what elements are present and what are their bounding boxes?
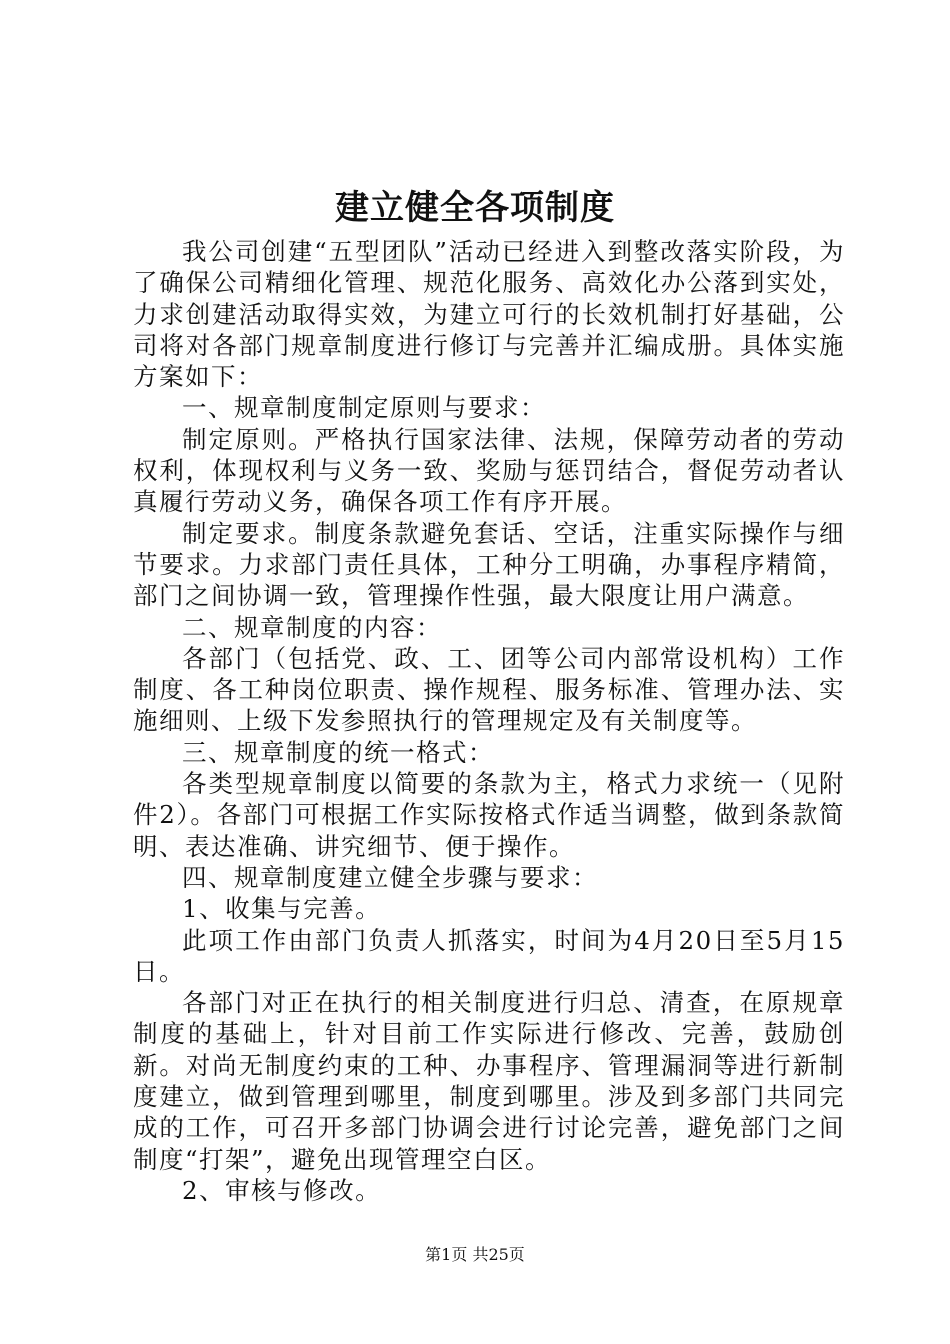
- paragraph-content: 各部门（包括党、政、工、团等公司内部常设机构）工作制度、各工种岗位职责、操作规程、服务标准、管理办法、实施细则、上级下发参照执行的管理规定及有关制度等。: [133, 643, 845, 736]
- heading-step-1: 1、收集与完善。: [182, 894, 382, 924]
- paragraph-requirements: 制定要求。制度条款避免套话、空话，注重实际操作与细节要求。力求部门责任具体，工种分工明确，办事程序精简，部门之间协调一致，管理操作性强，最大限度让用户满意。: [133, 518, 845, 611]
- paragraph-principles: 制定原则。严格执行国家法律、法规，保障劳动者的劳动权利，体现权利与义务一致、奖励与惩罚结合，督促劳动者认真履行劳动义务，确保各项工作有序开展。: [133, 424, 845, 517]
- document-body: [133, 236, 845, 1206]
- heading-step-2: 2、审核与修改。: [182, 1175, 382, 1205]
- heading-section-1: 一、规章制度制定原则与要求：: [182, 393, 546, 423]
- heading-section-4: 四、规章制度建立健全步骤与要求：: [182, 862, 598, 892]
- page-footer: 第1页 共25页: [425, 1245, 525, 1264]
- document-title: 建立健全各项制度: [335, 188, 615, 228]
- paragraph-format: 各类型规章制度以简要的条款为主，格式力求统一（见附件2）。各部门可根据工作实际按格式作适当调整，做到条款简明、表达准确、讲究细节、便于操作。: [133, 769, 845, 861]
- paragraph-intro: 我公司创建“五型团队”活动已经进入到整改落实阶段，为了确保公司精细化管理、规范化服务、高效化办公落到实处，力求创建活动取得实效，为建立可行的长效机制打好基础，公司将对各部门规章制度进行修订与完善并汇编成册。具体实施方案如下：: [133, 237, 845, 392]
- paragraph-timeline: 此项工作由部门负责人抓落实，时间为4月20日至5月15日。: [133, 925, 845, 986]
- heading-section-2: 二、规章制度的内容：: [182, 612, 442, 642]
- heading-section-3: 三、规章制度的统一格式：: [182, 737, 494, 767]
- paragraph-collection: 各部门对正在执行的相关制度进行归总、清查，在原规章制度的基础上，针对目前工作实际进行修改、完善，鼓励创新。对尚无制度约束的工种、办事程序、管理漏洞等进行新制度建立，做到管理到哪里，制度到哪里。涉及到多部门共同完成的工作，可召开多部门协调会进行讨论完善，避免部门之间制度“打架”，避免出现管理空白区。: [133, 988, 845, 1174]
